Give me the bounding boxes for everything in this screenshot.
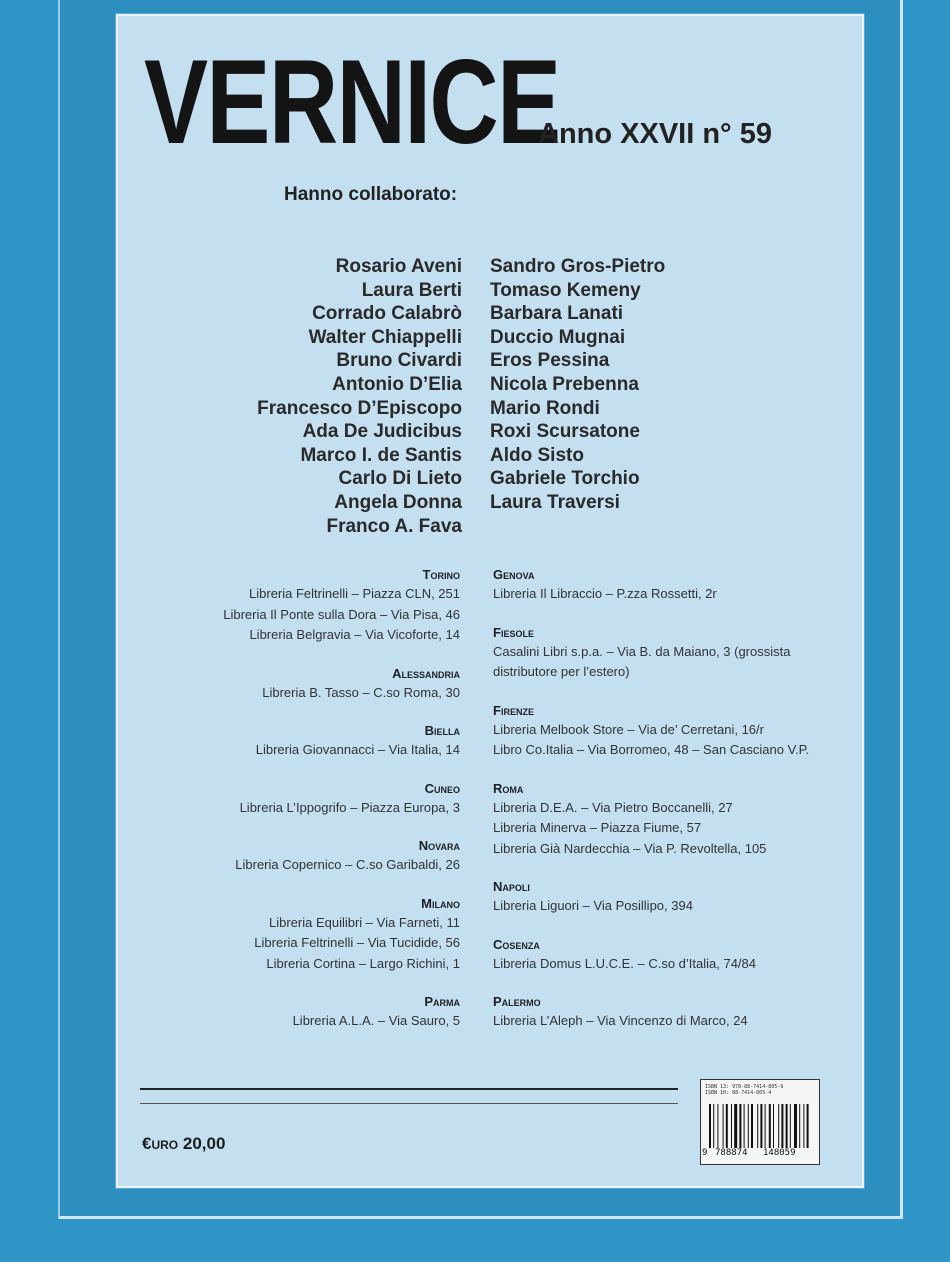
city-group (223, 721, 460, 761)
city-heading: Milano (421, 895, 460, 911)
city-group (223, 779, 460, 819)
bookstore-entry: Libreria Feltrinelli – Via Tucidide, 56 (254, 935, 460, 950)
bookstore-entry: Libreria Equilibri – Via Farneti, 11 (268, 914, 460, 930)
bookstore-entry: Libreria D.E.A. – Via Pietro Boccanelli, 27 (493, 799, 733, 815)
collaborator-name: Nicola Prebenna (490, 373, 639, 395)
bookstore-entry: Libreria Melbook Store – Via de’ Cerretani, 16/r (493, 721, 764, 737)
barcode-digits-right: 148059 (763, 1148, 796, 1158)
city-group (493, 877, 809, 917)
collaborator-name: Corrado Calabrò (312, 303, 462, 325)
city-group (493, 779, 809, 860)
city-heading: Fiesole (493, 624, 534, 640)
collaborator-name: Gabriele Torchio (490, 468, 640, 490)
bookstore-entry: Libreria Liguori – Via Posillipo, 394 (493, 898, 693, 913)
city-heading: Cosenza (493, 936, 540, 952)
city-group (493, 701, 809, 761)
collaborator-name: Barbara Lanati (490, 303, 624, 325)
collaborator-name: Ada De Judicibus (302, 421, 462, 443)
bookstore-entry: Libreria Belgravia – Via Vicoforte, 14 (249, 627, 460, 642)
bookstore-entry: Libro Co.Italia – Via Borromeo, 48 – San Casciano V.P. (493, 742, 810, 757)
bookstore-entry: Libreria A.L.A. – Via Sauro, 5 (292, 1013, 460, 1028)
bookstore-entry: Libreria Feltrinelli – Piazza CLN, 251 (249, 586, 460, 601)
collaborator-name: Francesco D’Episcopo (257, 397, 462, 419)
collaborator-name: Laura Berti (361, 279, 462, 301)
collaborators-right-column (490, 255, 665, 515)
city-heading: Roma (493, 780, 524, 796)
city-heading: Biella (424, 723, 460, 738)
collaborator-name: Carlo Di Lieto (338, 468, 462, 490)
divider-rule-thin (140, 1103, 678, 1104)
bookstore-entry: Libreria Copernico – C.so Garibaldi, 26 (235, 857, 460, 872)
bookstore-entry: Libreria Il Ponte sulla Dora – Via Pisa, 46 (223, 606, 460, 622)
city-heading: Alessandria (392, 665, 460, 681)
collaborator-name: Marco I. de Santis (300, 444, 462, 466)
city-group (223, 894, 460, 975)
bookstore-entry: Libreria Domus L.U.C.E. – C.so d’Italia, 74/84 (493, 955, 757, 971)
bookstore-entry: Libreria Giovannacci – Via Italia, 14 (255, 742, 460, 757)
isbn-10-text: ISBN 10: 88-7414-805-4 (705, 1090, 772, 1096)
city-group (493, 623, 809, 683)
price-currency: €uro (142, 1134, 179, 1153)
bookstore-entry: Libreria Cortina – Largo Richini, 1 (266, 955, 460, 971)
collaborator-name: Sandro Gros-Pietro (490, 256, 666, 277)
collaborator-name: Franco A. Fava (326, 515, 462, 537)
price (142, 1134, 225, 1154)
city-group (493, 992, 809, 1032)
bookstore-entry: Libreria Il Libraccio – P.zza Rossetti, 2r (493, 586, 717, 601)
divider-rule (140, 1088, 678, 1090)
price-amount: 20,00 (182, 1134, 226, 1153)
bookstore-entry: Libreria B. Tasso – C.so Roma, 30 (262, 684, 460, 700)
city-heading: Firenze (493, 702, 534, 718)
isbn-13-text: ISBN 13: 978-88-7414-805-9 (705, 1084, 784, 1090)
collaborators-left-column (257, 255, 462, 538)
collaborator-name: Aldo Sisto (490, 444, 584, 466)
city-heading: Palermo (493, 994, 541, 1009)
city-group (223, 992, 460, 1032)
issue-number: Anno XXVII n° 59 (538, 118, 772, 150)
isbn-barcode (700, 1079, 820, 1165)
city-heading: Cuneo (424, 780, 460, 796)
city-group (493, 935, 809, 975)
collaborator-name: Bruno Civardi (336, 350, 462, 372)
collaborator-name: Rosario Aveni (335, 256, 462, 277)
masthead-title: VERNICE (144, 35, 560, 169)
bookstores-right-column (493, 565, 809, 1050)
collaborator-name: Duccio Mugnai (490, 326, 626, 348)
bookstore-entry: Libreria L’Ippogrifo – Piazza Europa, 3 (239, 799, 460, 815)
city-group (493, 565, 809, 605)
city-group (223, 565, 460, 646)
city-heading: Novara (418, 838, 460, 853)
collaborator-name: Walter Chiappelli (308, 326, 462, 348)
bookstore-entry: Libreria Minerva – Piazza Fiume, 57 (493, 820, 702, 835)
barcode-digit-first: 9 (702, 1148, 708, 1158)
city-group (223, 664, 460, 704)
collaborator-name: Antonio D’Elia (332, 373, 462, 395)
collaborator-name: Tomaso Kemeny (490, 279, 641, 301)
barcode-icon (709, 1104, 811, 1148)
city-heading: Genova (493, 567, 535, 582)
collaborator-name: Roxi Scursatone (490, 421, 640, 443)
bookstore-entry: Libreria Già Nardecchia – Via P. Revoltella, 105 (493, 840, 767, 856)
collaborator-name: Angela Donna (334, 491, 462, 513)
bookstore-entry: Libreria L’Aleph – Via Vincenzo di Marco, 24 (493, 1013, 748, 1028)
barcode-digits-left: 788874 (715, 1148, 748, 1158)
city-heading: Parma (424, 994, 460, 1009)
collaborator-name: Eros Pessina (490, 350, 610, 372)
collaborator-name: Mario Rondi (490, 397, 600, 419)
bookstores-left-column (223, 565, 460, 1050)
collaborator-name: Laura Traversi (490, 491, 620, 513)
collaborators-heading: Hanno collaborato: (284, 184, 458, 205)
city-heading: Torino (422, 567, 460, 582)
city-heading: Napoli (493, 879, 530, 894)
bookstore-entry: Casalini Libri s.p.a. – Via B. da Maiano, 3 (grossista (493, 643, 791, 659)
city-group (223, 836, 460, 876)
bookstore-entry: distributore per l’estero) (493, 664, 630, 679)
